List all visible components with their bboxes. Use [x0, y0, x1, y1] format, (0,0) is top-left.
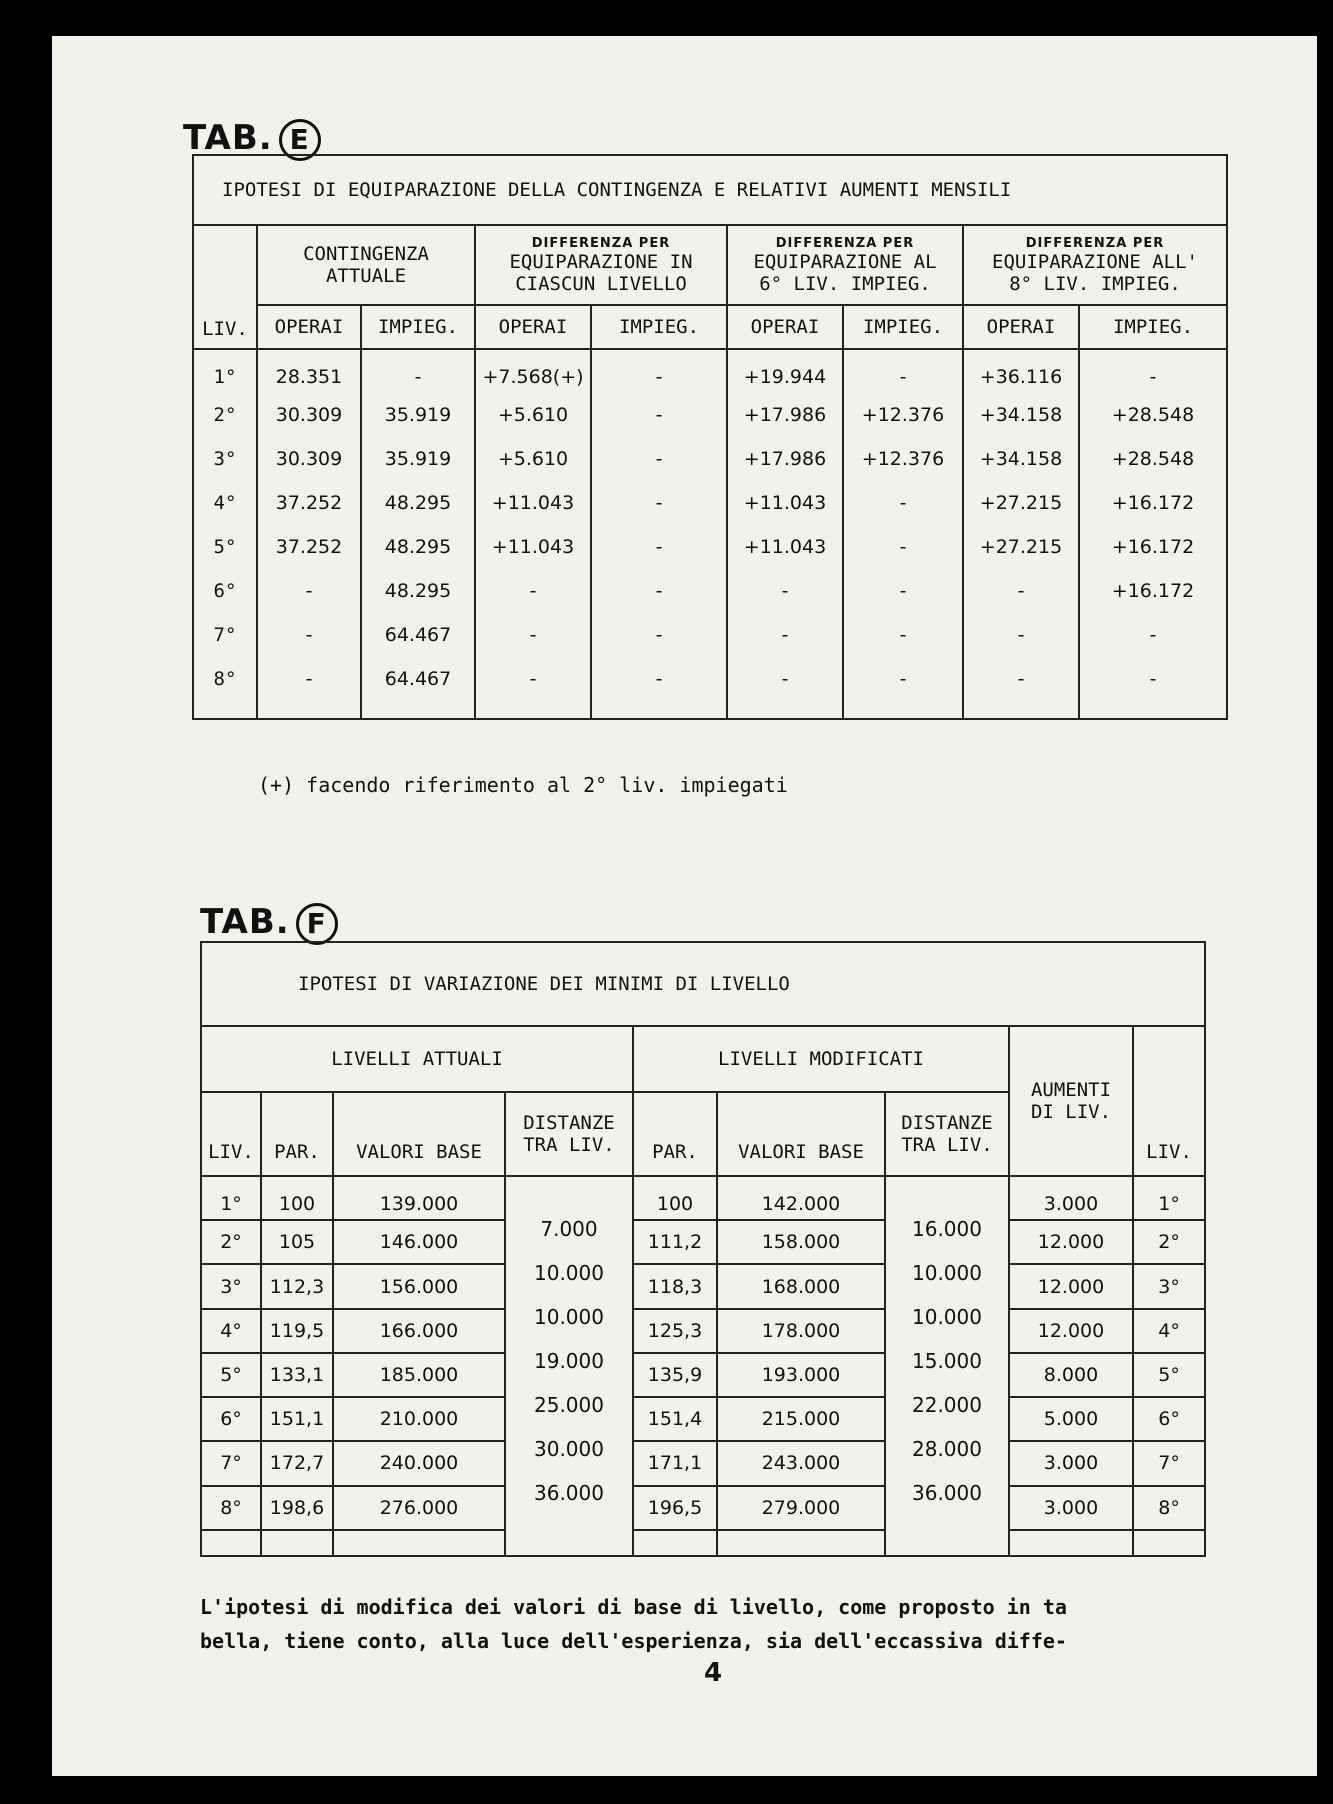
tab-f-distanza-value: 16.000 — [912, 1217, 982, 1241]
tab-f-head-distanze-mod-line2: TRA LIV. — [901, 1134, 993, 1156]
tab-e-cell: 48.295 — [361, 569, 475, 613]
tab-f-cell: 111,2 — [633, 1220, 717, 1264]
tab-f-cell: 3° — [1133, 1264, 1205, 1308]
tab-e-cell: - — [843, 613, 963, 657]
tab-e-cell: - — [475, 613, 591, 657]
tab-e-cell: 48.295 — [361, 525, 475, 569]
tab-e-cell: +12.376 — [843, 437, 963, 481]
tab-e-head-diff2 — [727, 225, 963, 305]
tab-f-distanza-value: 10.000 — [912, 1261, 982, 1285]
tab-f-label — [200, 902, 338, 945]
tab-e-cell: - — [1079, 349, 1227, 393]
tab-f-cell: 100 — [261, 1176, 333, 1220]
tab-e-sub-header: IMPIEG. — [843, 305, 963, 349]
tab-e-head-diff2-line2: EQUIPARAZIONE AL — [753, 250, 937, 273]
tab-e-cell: +12.376 — [843, 393, 963, 437]
tab-f-cell: 185.000 — [333, 1353, 505, 1397]
tab-f-row — [201, 1441, 1205, 1485]
tab-e-cell: - — [843, 481, 963, 525]
tab-f-distanza-value: 22.000 — [912, 1393, 982, 1417]
tab-f-cell: 7° — [201, 1441, 261, 1485]
tab-f-cell: 3.000 — [1009, 1441, 1133, 1485]
tab-f-distanza-value: 10.000 — [534, 1261, 604, 1285]
tab-e-cell: - — [843, 525, 963, 569]
tab-f-distanza-value: 36.000 — [534, 1481, 604, 1505]
tab-e-cell: +11.043 — [475, 481, 591, 525]
tab-e-cell: - — [591, 437, 727, 481]
tab-f-cell: 4° — [201, 1309, 261, 1353]
tab-e-cell: - — [257, 657, 361, 701]
tab-e-cell: - — [1079, 657, 1227, 701]
tab-f-head-par: PAR. — [261, 1092, 333, 1176]
tab-f-cell: 12.000 — [1009, 1220, 1133, 1264]
tab-e-cell: 6° — [193, 569, 257, 613]
tab-f-head-liv: LIV. — [201, 1092, 261, 1176]
tab-e-cell: +5.610 — [475, 437, 591, 481]
tab-f-distanza-value: 25.000 — [534, 1393, 604, 1417]
tab-f-row — [201, 1264, 1205, 1308]
tab-f-cell: 158.000 — [717, 1220, 885, 1264]
tab-f-head-distanze-line1: DISTANZE — [523, 1112, 615, 1134]
tab-f-cell: 198,6 — [261, 1486, 333, 1530]
tab-f-distanza-value: 15.000 — [912, 1349, 982, 1373]
tab-e-cell: +16.172 — [1079, 569, 1227, 613]
tab-f-cell: 196,5 — [633, 1486, 717, 1530]
tab-f-distanza-value: 10.000 — [912, 1305, 982, 1329]
tab-f-letter-circle: F — [296, 903, 338, 945]
tab-f-cell: 8° — [1133, 1486, 1205, 1530]
tab-e-sub-header: IMPIEG. — [361, 305, 475, 349]
tab-e-cell: 7° — [193, 613, 257, 657]
tab-f-cell: 5.000 — [1009, 1397, 1133, 1441]
tab-e-label-text: TAB. — [183, 118, 273, 158]
tab-e-head-contingenza — [257, 225, 475, 305]
tab-e-table — [192, 154, 1228, 720]
tab-e-row — [193, 437, 1227, 481]
tab-e-row — [193, 481, 1227, 525]
tab-f-title: IPOTESI DI VARIAZIONE DEI MINIMI DI LIVELLO — [201, 942, 1205, 1026]
tab-f-distanza-value: 28.000 — [912, 1437, 982, 1461]
tab-f-cell: 276.000 — [333, 1486, 505, 1530]
tab-e-cell: 8° — [193, 657, 257, 701]
tab-f-cell: 166.000 — [333, 1309, 505, 1353]
tab-e-head-diff2-line1: DIFFERENZA PER — [775, 235, 915, 251]
tab-e-cell: +17.986 — [727, 393, 843, 437]
tab-e-cell: 37.252 — [257, 525, 361, 569]
tab-f-cell: 151,4 — [633, 1397, 717, 1441]
tab-e-cell: - — [1079, 613, 1227, 657]
tab-f-head-distanze — [505, 1092, 633, 1176]
tab-f-cell: 100 — [633, 1176, 717, 1220]
tab-e-cell: +27.215 — [963, 525, 1079, 569]
tab-e-cell: - — [727, 657, 843, 701]
tab-f-head-aumenti — [1009, 1026, 1133, 1176]
tab-e-cell: - — [727, 613, 843, 657]
tab-f-head-liv-right: LIV. — [1133, 1026, 1205, 1176]
tab-e-head-diff3 — [963, 225, 1227, 305]
paragraph-line-1: L'ipotesi di modifica dei valori di base di livello, come proposto in ta — [200, 1595, 1067, 1619]
tab-e-sub-header: OPERAI — [257, 305, 361, 349]
tab-f-head-valori-mod: VALORI BASE — [717, 1092, 885, 1176]
paragraph-line-2: bella, tiene conto, alla luce dell'esperienza, sia dell'eccassiva diffe- — [200, 1629, 1067, 1653]
tab-e-row — [193, 525, 1227, 569]
tab-e-row — [193, 657, 1227, 701]
tab-f-cell: 2° — [1133, 1220, 1205, 1264]
tab-e-cell: +36.116 — [963, 349, 1079, 393]
tab-e-cell: 30.309 — [257, 437, 361, 481]
tab-e-cell: 35.919 — [361, 437, 475, 481]
tab-f-head-par-mod: PAR. — [633, 1092, 717, 1176]
tab-e-cell: 4° — [193, 481, 257, 525]
tab-f-cell: 8.000 — [1009, 1353, 1133, 1397]
tab-f-cell: 7° — [1133, 1441, 1205, 1485]
tab-e-cell: +11.043 — [475, 525, 591, 569]
tab-f-cell: 3.000 — [1009, 1486, 1133, 1530]
tab-e-letter-circle: E — [279, 119, 321, 161]
tab-f-label-text: TAB. — [200, 902, 290, 942]
tab-f-distanza-value: 7.000 — [540, 1217, 598, 1241]
tab-f-cell: 135,9 — [633, 1353, 717, 1397]
tab-f-cell: 146.000 — [333, 1220, 505, 1264]
tab-e-cell: +11.043 — [727, 525, 843, 569]
tab-e-cell: 1° — [193, 349, 257, 393]
tab-f-row — [201, 1176, 1205, 1220]
tab-e-title: IPOTESI DI EQUIPARAZIONE DELLA CONTINGENZA E RELATIVI AUMENTI MENSILI — [193, 155, 1227, 225]
tab-f-cell: 1° — [201, 1176, 261, 1220]
tab-f-row — [201, 1220, 1205, 1264]
tab-e-sub-header: OPERAI — [475, 305, 591, 349]
tab-f-cell: 139.000 — [333, 1176, 505, 1220]
tab-e-cell: - — [727, 569, 843, 613]
tab-e-cell: - — [843, 657, 963, 701]
tab-e-cell: - — [591, 613, 727, 657]
tab-f-cell: 125,3 — [633, 1309, 717, 1353]
tab-f-head-attuali: LIVELLI ATTUALI — [201, 1026, 633, 1092]
tab-e-sub-header: IMPIEG. — [591, 305, 727, 349]
tab-f-cell: 172,7 — [261, 1441, 333, 1485]
tab-e-head-diff2-line3: 6° LIV. IMPIEG. — [759, 272, 931, 295]
tab-f-cell: 6° — [201, 1397, 261, 1441]
tab-f-cell: 142.000 — [717, 1176, 885, 1220]
tab-f-cell: 6° — [1133, 1397, 1205, 1441]
tab-f-distanza-value: 30.000 — [534, 1437, 604, 1461]
tab-f-head-distanze-line2: TRA LIV. — [523, 1134, 615, 1156]
tab-f-head-distanze-mod-line1: DISTANZE — [901, 1112, 993, 1134]
tab-e-head-diff1-line2: EQUIPARAZIONE IN — [509, 250, 693, 273]
tab-f-distanza-value: 36.000 — [912, 1481, 982, 1505]
tab-e-cell: - — [591, 525, 727, 569]
tab-e-cell: - — [591, 481, 727, 525]
tab-f-head-aumenti-line2: DI LIV. — [1030, 1101, 1112, 1123]
tab-e-row — [193, 393, 1227, 437]
tab-e-cell: +27.215 — [963, 481, 1079, 525]
paragraph — [200, 1590, 1067, 1658]
tab-f-cell: 12.000 — [1009, 1309, 1133, 1353]
tab-e-cell: - — [475, 569, 591, 613]
tab-e-cell: +28.548 — [1079, 437, 1227, 481]
tab-f-cell: 2° — [201, 1220, 261, 1264]
tab-f-cell: 3.000 — [1009, 1176, 1133, 1220]
tab-e-head-contingenza-line1: CONTINGENZA — [303, 243, 429, 265]
tab-e-cell: 2° — [193, 393, 257, 437]
tab-e-cell: - — [257, 613, 361, 657]
tab-e-cell: 35.919 — [361, 393, 475, 437]
tab-f-cell: 151,1 — [261, 1397, 333, 1441]
tab-e-cell: 37.252 — [257, 481, 361, 525]
tab-e-body — [193, 349, 1227, 719]
tab-f-cell: 119,5 — [261, 1309, 333, 1353]
tab-e-cell: +7.568(+) — [475, 349, 591, 393]
tab-e-cell: - — [475, 657, 591, 701]
tab-e-head-diff1-line3: CIASCUN LIVELLO — [515, 272, 687, 295]
tab-e-cell: - — [843, 569, 963, 613]
tab-f-cell: 105 — [261, 1220, 333, 1264]
tab-e-cell: 5° — [193, 525, 257, 569]
tab-f-body — [201, 1176, 1205, 1556]
tab-f-cell: 171,1 — [633, 1441, 717, 1485]
tab-e-cell: +11.043 — [727, 481, 843, 525]
tab-e-cell: +16.172 — [1079, 481, 1227, 525]
tab-f-head-valori: VALORI BASE — [333, 1092, 505, 1176]
tab-e-cell: - — [361, 349, 475, 393]
tab-e-head-contingenza-line2: ATTUALE — [325, 265, 407, 287]
tab-f-cell: 193.000 — [717, 1353, 885, 1397]
tab-e-cell: +34.158 — [963, 393, 1079, 437]
tab-e-sub-header: OPERAI — [727, 305, 843, 349]
tab-f-distanze-attuali — [505, 1176, 633, 1556]
tab-f-cell: 12.000 — [1009, 1264, 1133, 1308]
tab-e-cell: +28.548 — [1079, 393, 1227, 437]
tab-f-distanze-modificati — [885, 1176, 1009, 1556]
tab-e-head-diff1-line1: DIFFERENZA PER — [531, 235, 671, 251]
tab-e-cell: 64.467 — [361, 613, 475, 657]
tab-e-head-diff3-line2: EQUIPARAZIONE ALL' — [992, 250, 1198, 273]
tab-f-cell: 210.000 — [333, 1397, 505, 1441]
tab-e-cell: +16.172 — [1079, 525, 1227, 569]
tab-e-cell: - — [591, 349, 727, 393]
tab-f-cell: 243.000 — [717, 1441, 885, 1485]
tab-f-cell: 178.000 — [717, 1309, 885, 1353]
tab-e-cell: 30.309 — [257, 393, 361, 437]
tab-e-head-diff3-line3: 8° LIV. IMPIEG. — [1009, 272, 1181, 295]
tab-f-head-distanze-mod — [885, 1092, 1009, 1176]
page-number: 4 — [704, 1658, 723, 1688]
tab-e-head-diff3-line1: DIFFERENZA PER — [1025, 235, 1165, 251]
tab-e-cell: 64.467 — [361, 657, 475, 701]
tab-e-row — [193, 569, 1227, 613]
tab-e-cell: +19.944 — [727, 349, 843, 393]
tab-e-sub-header: IMPIEG. — [1079, 305, 1227, 349]
tab-f-cell: 112,3 — [261, 1264, 333, 1308]
tab-e-cell: - — [591, 569, 727, 613]
tab-e-cell: +5.610 — [475, 393, 591, 437]
tab-e-cell: - — [963, 569, 1079, 613]
tab-e-cell: 48.295 — [361, 481, 475, 525]
tab-e-cell: - — [963, 613, 1079, 657]
tab-f-distanza-value: 10.000 — [534, 1305, 604, 1329]
tab-f-cell: 133,1 — [261, 1353, 333, 1397]
tab-e-cell: - — [257, 569, 361, 613]
tab-e-sub-header: OPERAI — [963, 305, 1079, 349]
tab-e-head-liv: LIV. — [193, 225, 257, 349]
tab-f-cell: 4° — [1133, 1309, 1205, 1353]
tab-f-head-modificati: LIVELLI MODIFICATI — [633, 1026, 1009, 1092]
tab-e-cell: 28.351 — [257, 349, 361, 393]
tab-f-cell: 1° — [1133, 1176, 1205, 1220]
tab-f-cell: 8° — [201, 1486, 261, 1530]
tab-f-row — [201, 1309, 1205, 1353]
tab-e-row — [193, 349, 1227, 393]
tab-f-cell: 240.000 — [333, 1441, 505, 1485]
tab-f-cell: 168.000 — [717, 1264, 885, 1308]
tab-f-cell: 118,3 — [633, 1264, 717, 1308]
tab-e-cell: +17.986 — [727, 437, 843, 481]
tab-f-cell: 5° — [201, 1353, 261, 1397]
tab-e-cell: - — [591, 393, 727, 437]
tab-f-cell: 215.000 — [717, 1397, 885, 1441]
tab-f-head-aumenti-line1: AUMENTI — [1030, 1079, 1112, 1101]
tab-f-distanza-value: 19.000 — [534, 1349, 604, 1373]
tab-f-table — [200, 941, 1206, 1557]
tab-e-cell: - — [591, 657, 727, 701]
tab-f-row — [201, 1397, 1205, 1441]
tab-f-cell: 279.000 — [717, 1486, 885, 1530]
tab-e-footnote: (+) facendo riferimento al 2° liv. impiegati — [258, 773, 788, 797]
tab-e-row — [193, 613, 1227, 657]
tab-f-cell: 3° — [201, 1264, 261, 1308]
tab-f-cell: 156.000 — [333, 1264, 505, 1308]
tab-f-row — [201, 1353, 1205, 1397]
tab-e-cell: - — [963, 657, 1079, 701]
tab-e-cell: +34.158 — [963, 437, 1079, 481]
tab-e-cell: - — [843, 349, 963, 393]
tab-e-head-diff1 — [475, 225, 727, 305]
tab-f-cell: 5° — [1133, 1353, 1205, 1397]
tab-e-cell: 3° — [193, 437, 257, 481]
tab-f-row — [201, 1486, 1205, 1530]
